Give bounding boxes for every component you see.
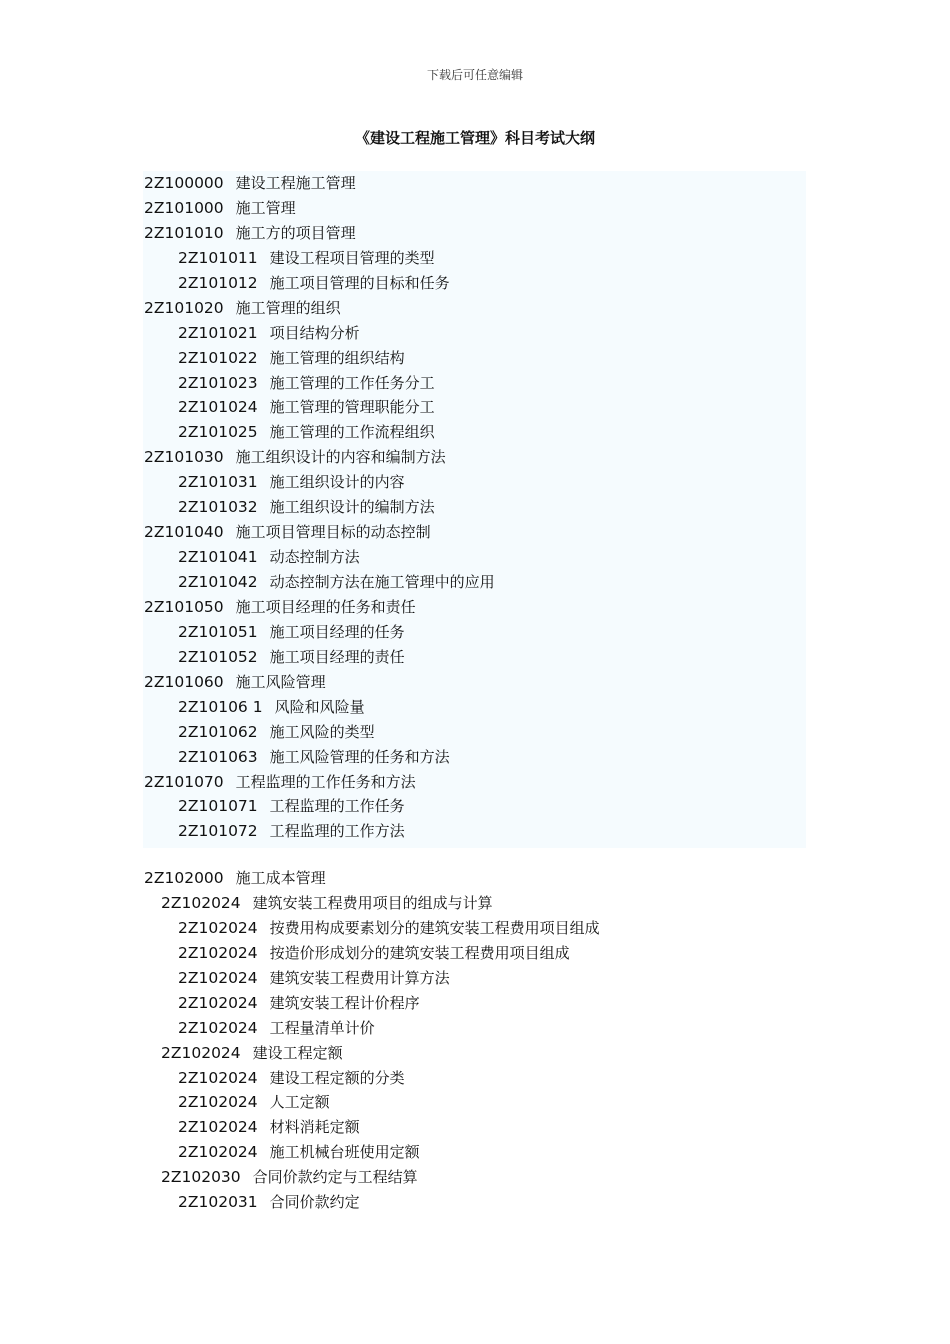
outline-code: 2Z102024 — [178, 1143, 258, 1162]
outline-code: 2Z101032 — [178, 498, 258, 517]
outline-item — [143, 246, 806, 271]
outline-item — [143, 991, 806, 1016]
outline-code: 2Z10106 1 — [178, 697, 263, 716]
outline-text: 施工管理的组织 — [235, 298, 341, 317]
outline-code: 2Z102030 — [161, 1168, 241, 1187]
outline-text: 工程监理的工作方法 — [269, 822, 405, 841]
outline-item — [143, 1165, 806, 1190]
outline-text: 建筑安装工程费用项目的组成与计算 — [252, 893, 493, 912]
outline-text: 动态控制方法 — [269, 548, 360, 567]
outline-code: 2Z101023 — [178, 373, 258, 392]
outline-text: 建设工程定额的分类 — [269, 1068, 405, 1087]
outline-text: 合同价款约定 — [269, 1193, 360, 1212]
outline-code: 2Z101060 — [144, 672, 224, 691]
outline-item — [143, 941, 806, 966]
outline-code: 2Z102024 — [178, 918, 258, 937]
outline-code: 2Z102024 — [178, 1068, 258, 1087]
outline-code: 2Z102024 — [161, 1043, 241, 1062]
outline-text: 项目结构分析 — [269, 323, 360, 342]
outline-text: 施工管理的工作流程组织 — [269, 423, 435, 442]
outline-code: 2Z101010 — [144, 223, 224, 242]
document-title: 《建设工程施工管理》科目考试大纲 — [354, 129, 595, 147]
outline-text: 施工管理的组织结构 — [269, 348, 405, 367]
outline-code: 2Z102024 — [178, 1118, 258, 1137]
outline-text: 建设工程定额 — [252, 1043, 343, 1062]
outline-code: 2Z101062 — [178, 722, 258, 741]
outline-text: 建筑安装工程计价程序 — [269, 993, 420, 1012]
outline-item — [143, 1190, 806, 1215]
outline-code: 2Z101025 — [178, 423, 258, 442]
outline-text: 施工组织设计的内容和编制方法 — [235, 448, 446, 467]
outline-text: 人工定额 — [269, 1093, 330, 1112]
outline-item — [143, 819, 806, 844]
outline-text: 施工管理的管理职能分工 — [269, 398, 435, 417]
outline-code: 2Z102024 — [178, 1018, 258, 1037]
outline-item — [143, 520, 806, 545]
outline-code: 2Z101030 — [144, 448, 224, 467]
outline-item — [143, 745, 806, 770]
outline-item — [143, 221, 806, 246]
outline-code: 2Z101070 — [144, 772, 224, 791]
outline-text: 工程量清单计价 — [269, 1018, 375, 1037]
outline-text: 合同价款约定与工程结算 — [252, 1168, 418, 1187]
outline-text: 施工成本管理 — [235, 869, 326, 887]
outline-item — [143, 720, 806, 745]
outline-code: 2Z101041 — [178, 548, 258, 567]
outline-item — [143, 420, 806, 445]
outline-item — [143, 866, 806, 891]
outline-text: 施工风险的类型 — [269, 722, 375, 741]
outline-code: 2Z101022 — [178, 348, 258, 367]
outline-item — [143, 1066, 806, 1091]
outline-code: 2Z102024 — [178, 943, 258, 962]
outline-text: 施工项目经理的责任 — [269, 647, 405, 666]
syllabus-section-1 — [143, 171, 806, 848]
outline-text: 施工组织设计的内容 — [269, 473, 405, 492]
outline-code: 2Z100000 — [144, 174, 224, 192]
outline-text: 风险和风险量 — [274, 697, 365, 716]
outline-item — [143, 1140, 806, 1165]
outline-item — [143, 171, 806, 196]
outline-item — [143, 1041, 806, 1066]
outline-item — [143, 445, 806, 470]
outline-item — [143, 966, 806, 991]
outline-item — [143, 495, 806, 520]
outline-code: 2Z101042 — [178, 573, 258, 591]
outline-text: 施工方的项目管理 — [235, 223, 356, 242]
outline-code: 2Z101050 — [144, 597, 224, 616]
outline-item — [143, 595, 806, 620]
outline-item — [143, 645, 806, 670]
outline-item — [143, 1016, 806, 1041]
outline-code: 2Z101020 — [144, 298, 224, 317]
outline-item — [143, 794, 806, 819]
outline-code: 2Z102031 — [178, 1193, 258, 1212]
outline-text: 按造价形成划分的建筑安装工程费用项目组成 — [269, 943, 570, 962]
outline-code: 2Z101021 — [178, 323, 258, 342]
outline-code: 2Z101000 — [144, 198, 224, 217]
syllabus-section-2 — [143, 866, 806, 1215]
outline-code: 2Z101071 — [178, 797, 258, 816]
outline-text: 施工风险管理的任务和方法 — [269, 747, 450, 766]
outline-code: 2Z102024 — [178, 968, 258, 987]
outline-item — [143, 470, 806, 495]
outline-code: 2Z101031 — [178, 473, 258, 492]
outline-item — [143, 196, 806, 221]
outline-item — [143, 395, 806, 420]
outline-code: 2Z101012 — [178, 273, 258, 292]
outline-item — [143, 346, 806, 371]
outline-text: 施工项目管理的目标和任务 — [269, 273, 450, 292]
outline-text: 材料消耗定额 — [269, 1118, 360, 1137]
outline-item — [143, 670, 806, 695]
outline-text: 施工管理 — [235, 198, 296, 217]
outline-item — [143, 570, 806, 595]
outline-code: 2Z102000 — [144, 869, 224, 887]
outline-item — [143, 1115, 806, 1140]
outline-item — [143, 296, 806, 321]
page-header: 下载后可任意编辑 — [426, 68, 523, 82]
outline-text: 按费用构成要素划分的建筑安装工程费用项目组成 — [269, 918, 600, 937]
outline-code: 2Z101072 — [178, 822, 258, 841]
outline-text: 施工项目经理的任务 — [269, 622, 405, 641]
outline-item — [143, 891, 806, 916]
outline-text: 施工机械台班使用定额 — [269, 1143, 420, 1162]
outline-item — [143, 916, 806, 941]
outline-item — [143, 770, 806, 795]
outline-code: 2Z102024 — [161, 893, 241, 912]
outline-item — [143, 695, 806, 720]
outline-code: 2Z102024 — [178, 1093, 258, 1112]
outline-text: 动态控制方法在施工管理中的应用 — [269, 573, 495, 591]
outline-code: 2Z101052 — [178, 647, 258, 666]
outline-item — [143, 620, 806, 645]
outline-text: 施工管理的工作任务分工 — [269, 373, 435, 392]
outline-code: 2Z101024 — [178, 398, 258, 417]
outline-text: 建设工程项目管理的类型 — [269, 248, 435, 267]
outline-text: 工程监理的工作任务 — [269, 797, 405, 816]
outline-code: 2Z101063 — [178, 747, 258, 766]
outline-code: 2Z101051 — [178, 622, 258, 641]
outline-text: 建筑安装工程费用计算方法 — [269, 968, 450, 987]
outline-text: 施工项目管理目标的动态控制 — [235, 523, 431, 542]
outline-item — [143, 321, 806, 346]
outline-text: 建设工程施工管理 — [235, 174, 356, 192]
outline-code: 2Z102024 — [178, 993, 258, 1012]
outline-text: 施工项目经理的任务和责任 — [235, 597, 416, 616]
outline-item — [143, 545, 806, 570]
outline-text: 施工组织设计的编制方法 — [269, 498, 435, 517]
outline-item — [143, 371, 806, 396]
outline-code: 2Z101040 — [144, 523, 224, 542]
outline-text: 施工风险管理 — [235, 672, 326, 691]
outline-item — [143, 1090, 806, 1115]
outline-code: 2Z101011 — [178, 248, 258, 267]
outline-item — [143, 271, 806, 296]
outline-text: 工程监理的工作任务和方法 — [235, 772, 416, 791]
